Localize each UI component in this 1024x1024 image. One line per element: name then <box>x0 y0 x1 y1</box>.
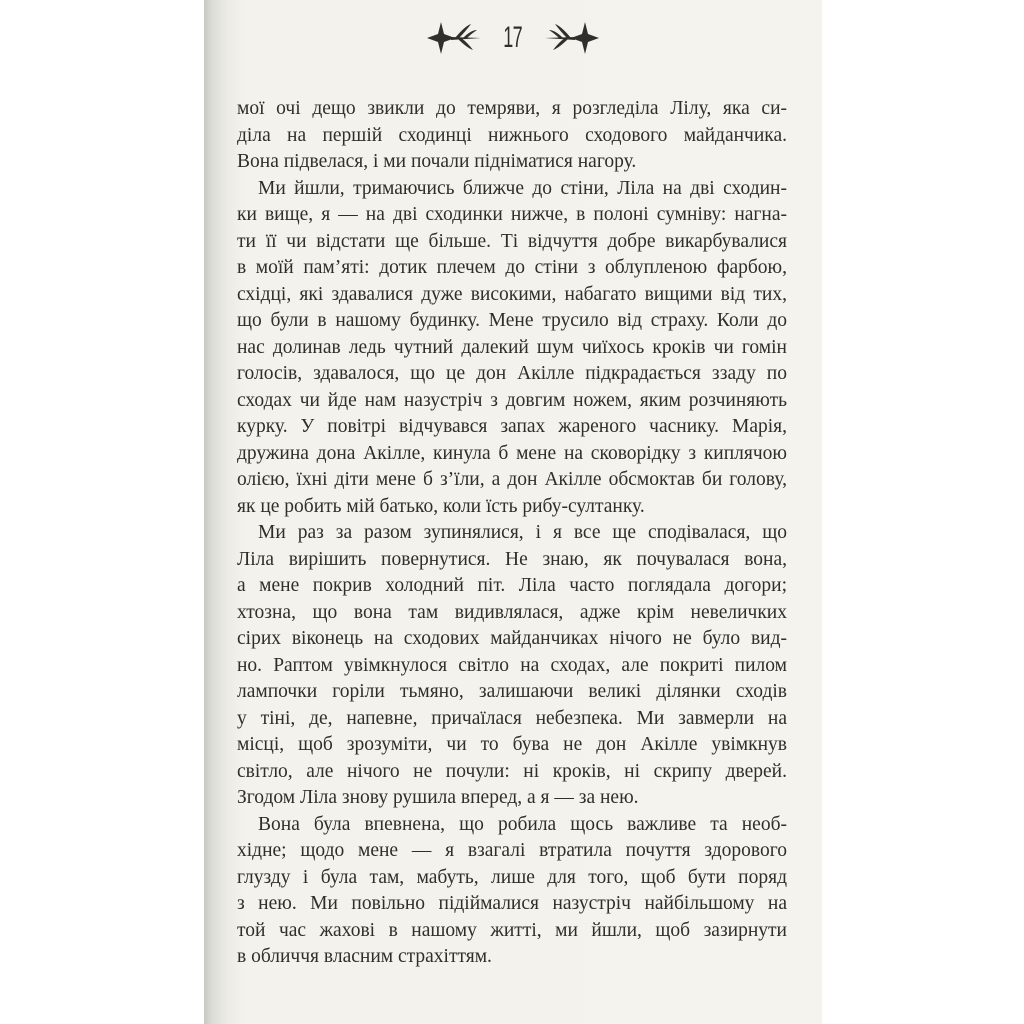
text-line: Ліла вирішить повернутися. Не знаю, як почувалася вона, <box>237 548 787 570</box>
text-line: ки вище, я — на дві сходинки нижче, в полоні сумніву: нагна- <box>237 204 787 225</box>
text-line: глузду і була там, мабуть, лише для того, щоб бути поряд <box>237 866 787 888</box>
text-line: нас долинав ледь чутний далекий шум чиїхось кроків чи гомін <box>237 336 787 358</box>
paragraph <box>237 520 787 812</box>
floral-ornament-right-icon <box>543 18 599 58</box>
text-line: Ми йшли, тримаючись ближче до стіни, Ліла на дві сходин- <box>258 177 787 199</box>
text-line: олією, їхні діти мене б з’їли, а дон Акілле обсмоктав би голову, <box>237 469 787 490</box>
text-line: ти її чи відстати ще більше. Ті відчуття добре викарбувалися <box>237 230 787 252</box>
text-line: з нею. Ми повільно підіймалися назустріч найбільшому на <box>237 893 787 914</box>
page-number: 17 <box>503 21 523 54</box>
text-line: а мене покрив холодний піт. Ліла часто поглядала догори; <box>237 575 787 596</box>
text-line: діла на першій сходинці нижнього сходового майданчика. <box>237 124 787 146</box>
text-line: курку. У повітрі відчувався запах жареного часнику. Марія, <box>237 416 787 437</box>
text-line: сірих віконець на сходових майданчиках нічого не було вид- <box>237 628 787 649</box>
floral-ornament-left-icon <box>427 18 483 58</box>
text-line: голосів, здавалося, що це дон Акілле підкрадається ззаду по <box>237 363 787 384</box>
text-line: світло, але нічого не почули: ні кроків, ні скрипу дверей. <box>237 760 787 782</box>
text-line: мої очі дещо звикли до темряви, я розгледіла Лілу, яка си- <box>237 98 787 119</box>
text-line: що були в нашому будинку. Мене трусило від страху. Коли до <box>237 310 787 331</box>
text-line: Згодом Ліла знову рушила вперед, а я — за нею. <box>237 787 639 808</box>
text-line: хідне; щодо мене — я взагалі втратила почуття здорового <box>237 840 787 861</box>
text-line: в моїй пам’яті: дотик плечем до стіни з облупленою фарбою, <box>237 257 787 278</box>
paragraph <box>237 812 787 971</box>
text-line: лампочки горіли тьмяно, залишаючи великі ділянки сходів <box>237 681 787 702</box>
text-line: у тіні, де, напевне, причаїлася небезпека. Ми завмерли на <box>237 707 787 729</box>
text-line: місці, щоб зрозуміти, чи то бува не дон Акілле увімкнув <box>237 734 787 755</box>
paragraph <box>237 176 787 521</box>
book-page <box>204 0 822 1024</box>
text-line: той час жахові в нашому житті, ми йшли, щоб зазирнути <box>237 919 787 941</box>
text-line: в обличчя власним страхіттям. <box>237 946 492 967</box>
text-line: як це робить мій батько, коли їсть рибу-султанку. <box>237 495 645 517</box>
paragraph <box>237 96 787 176</box>
text-line: дружина дона Акілле, кинула б мене на сковорідку з киплячою <box>237 442 787 464</box>
text-line: Вона підвелася, і ми почали підніматися нагору. <box>237 151 637 172</box>
text-line: східці, які здавалися дуже високими, набагато вищими від тих, <box>237 283 787 305</box>
text-line: но. Раптом увімкнулося світло на сходах, але покриті пилом <box>237 654 787 676</box>
page-header <box>204 14 822 62</box>
text-line: сходах чи йде нам назустріч з довгим ножем, яким розчиняють <box>237 389 787 411</box>
text-line: Ми раз за разом зупинялися, і я все ще сподівалася, що <box>258 522 787 543</box>
body-text <box>237 96 787 971</box>
text-line: Вона була впевнена, що робила щось важливе та необ- <box>258 813 787 835</box>
text-line: хтозна, що вона там видивлялася, адже крім невеличких <box>237 601 787 623</box>
